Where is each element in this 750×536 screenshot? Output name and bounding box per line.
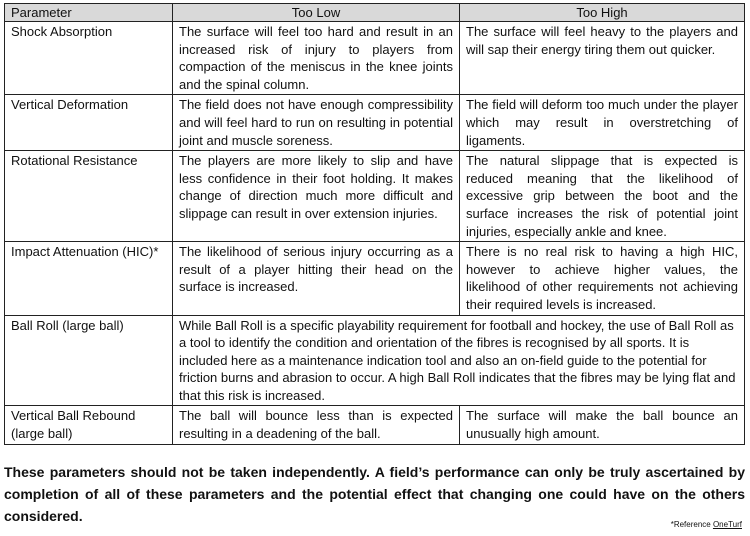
too-high-description: The natural slippage that is expected is reduced meaning that the likelihood of excessive grip between the boot and the surface increases the risk of potential joint injuries, especially ankle and knee. xyxy=(460,151,745,242)
footer-note: These parameters should not be taken independently. A field’s performance can only be truly ascertained by completion of all of these parameters and the potential effect that changing one could have on the others considered. xyxy=(4,464,745,524)
table-row-impact-attenuation xyxy=(5,242,745,315)
table-row-ball-roll xyxy=(5,315,745,406)
header-too-high: Too High xyxy=(460,4,745,22)
too-low-description: The surface will feel too hard and result in an increased risk of injury to players from compaction of the meniscus in the knee joints and the spinal column. xyxy=(173,22,460,95)
too-high-description: The surface will feel heavy to the players and will sap their energy tiring them out quicker. xyxy=(460,22,745,95)
parameters-table xyxy=(4,3,745,445)
reference-prefix: *Reference xyxy=(670,520,713,529)
combined-description: While Ball Roll is a specific playability requirement for football and hockey, the use of Ball Roll as a tool to identify the condition and orientation of the fibres is recognised by all sports. It is included here as a maintenance indication tool and also an on-field guide to the potential for friction burns and abrasion to occur. A high Ball Roll indicates that the fibres may be lying flat and that this risk is increased. xyxy=(173,315,745,406)
too-high-description: The field will deform too much under the player which may result in overstretching of ligaments. xyxy=(460,95,745,151)
parameter-name: Rotational Resistance xyxy=(5,151,173,242)
table-row-rotational-resistance xyxy=(5,151,745,242)
reference-source: OneTurf xyxy=(712,520,742,529)
reference-note xyxy=(671,520,742,530)
too-high-description: There is no real risk to having a high HIC, however to achieve higher values, the likelihood of other requirements not achieving their required levels is increased. xyxy=(460,242,745,315)
parameter-name: Impact Attenuation (HIC)* xyxy=(5,242,173,315)
table-row-shock-absorption xyxy=(5,22,745,95)
header-parameter: Parameter xyxy=(5,4,173,22)
too-high-description: The surface will make the ball bounce an unusually high amount. xyxy=(460,406,745,444)
table-row-vertical-deformation xyxy=(5,95,745,151)
header-too-low: Too Low xyxy=(173,4,460,22)
parameter-name: Vertical Deformation xyxy=(5,95,173,151)
parameter-name: Shock Absorption xyxy=(5,22,173,95)
header-row xyxy=(5,4,745,22)
too-low-description: The field does not have enough compressibility and will feel hard to run on resulting in potential joint and muscle soreness. xyxy=(173,95,460,151)
table-row-vertical-ball-rebound xyxy=(5,406,745,444)
parameter-name: Vertical Ball Rebound (large ball) xyxy=(5,406,173,444)
too-low-description: The players are more likely to slip and have less confidence in their foot holding. It makes change of direction much more difficult and slippage can result in over extension injuries. xyxy=(173,151,460,242)
too-low-description: The ball will bounce less than is expected resulting in a deadening of the ball. xyxy=(173,406,460,444)
parameter-name: Ball Roll (large ball) xyxy=(5,315,173,406)
too-low-description: The likelihood of serious injury occurring as a result of a player hitting their head on the surface is increased. xyxy=(173,242,460,315)
